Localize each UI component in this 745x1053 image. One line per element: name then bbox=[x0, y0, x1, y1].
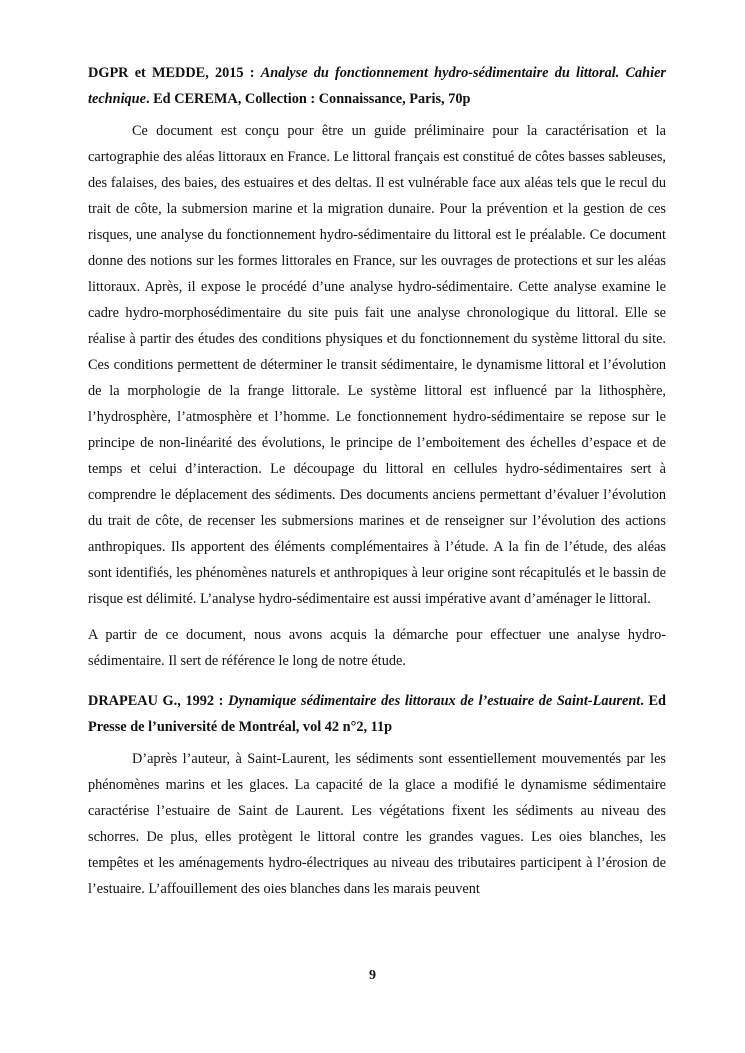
document-page bbox=[88, 60, 666, 902]
summary-paragraph: D’après l’auteur, à Saint-Laurent, les sédiments sont essentiellement mouvementés par les phénomènes marins et les glaces. La capacité de la glace a modifié le dynamisme sédimentaire caractérise l’estuaire de Saint de Laurent. Les végétations fixent les sédiments au niveau des schorres. De plus, elles protègent le littoral contre les grandes vagues. Les oies blanches, les tempêtes et les aménagements hydro-électriques au niveau des tributaires participent à l’érosion de l’estuaire. L’affouillement des oies blanches dans les marais peuvent bbox=[88, 751, 666, 897]
reference-publisher: . Ed Presse de l’université de Montréal, vol 42 n°2, 11p bbox=[88, 693, 666, 735]
reference-title: Dynamique sédimentaire des littoraux de l’estuaire de Saint-Laurent bbox=[228, 693, 641, 709]
reference-title: Analyse du fonctionnement hydro-sédimentaire du littoral. Cahier technique bbox=[88, 65, 666, 107]
summary-paragraph: Ce document est conçu pour être un guide préliminaire pour la caractérisation et la cartographie des aléas littoraux en France. Le littoral français est constitué de côtes basses sableuses, des falaises, des baies, des estuaires et des deltas. Il est vulnérable face aux aléas tels que le recul du trait de côte, la submersion marine et la migration dunaire. Pour la prévention et la gestion de ces risques, une analyse du fonctionnement hydro-sédimentaire du littoral est le préalable. Ce document donne des notions sur les formes littorales en France, sur les ouvrages de protections et sur les aléas littoraux. Après, il expose le procédé d’une analyse hydro-sédimentaire. Cette analyse examine le cadre hydro-morphosédimentaire du site puis fait une analyse chronologique du littoral. Elle se réalise à partir des études des conditions physiques et du fonctionnement du système littoral du site. Ces conditions permettent de déterminer le transit sédimentaire, le dynamisme littoral et l’évolution de la morphologie de la frange littorale. Le système littoral est influencé par la lithosphère, l’hydrosphère, l’atmosphère et l’homme. Le fonctionnement hydro-sédimentaire se repose sur le principe de non-linéarité des évolutions, le principe de l’emboitement des échelles d’espace et de temps et celui d’interaction. Le découpage du littoral en cellules hydro-sédimentaires sert à comprendre le déplacement des sédiments. Des documents anciens permettant d’évaluer l’évolution du trait de côte, de recenser les submersions marines et de renseigner sur l’évolution des actions anthropiques. Ils apportent des éléments complémentaires à l’étude. A la fin de l’étude, des aléas sont identifiés, les phénomènes naturels et anthropiques à leur origine sont récapitulés et le bassin de risque est délimité. L’analyse hydro-sédimentaire est aussi impérative avant d’aménager le littoral. bbox=[88, 123, 666, 607]
reference-heading bbox=[88, 60, 666, 112]
reference-heading bbox=[88, 688, 666, 740]
page-number: 9 bbox=[369, 968, 376, 983]
reference-authors: DGPR et MEDDE, 2015 : bbox=[88, 65, 261, 81]
reference-publisher: . Ed CEREMA, Collection : Connaissance, Paris, 70p bbox=[145, 91, 471, 107]
conclusion-paragraph: A partir de ce document, nous avons acquis la démarche pour effectuer une analyse hydro-sédimentaire. Il sert de référence le long de notre étude. bbox=[88, 627, 666, 669]
reference-authors: DRAPEAU G., 1992 : bbox=[88, 693, 229, 709]
